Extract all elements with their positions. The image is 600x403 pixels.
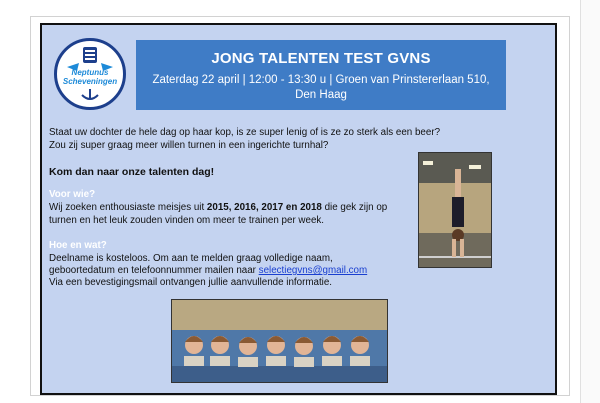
who-line-1 [49,202,387,215]
club-logo [54,38,126,110]
intro-line-2: Zou zij super graag meer willen turnen in een ingerichte turnhal? [49,140,329,151]
header-banner [136,40,506,110]
gymnast-photo [418,152,492,268]
email-link[interactable]: selectiegvns@gmail.com [258,265,368,276]
call-to-action: Kom dan naar onze talenten dag! [49,166,215,178]
logo-text-line2: Scheveningen [62,77,118,86]
how-line-1: Deelname is kosteloos. Om aan te melden graag volledige naam, [49,253,333,264]
how-line-2 [49,265,367,278]
event-details: Zaterdag 22 april | 12:00 - 13:30 u | Groen van Prinstererlaan 510, Den Haag [152,74,490,101]
group-photo [171,299,388,383]
who-text-before: Wij zoeken enthousiaste meisjes uit [49,202,207,213]
side-panel-edge [580,0,600,403]
birth-years: 2015, 2016, 2017 en 2018 [206,202,322,213]
who-text-after: die gek zijn op [321,202,388,213]
logo-text-line1: Neptunus [71,68,109,77]
who-line-2: turnen en het leuk zouden vinden om meer te trainen per week. [49,215,325,226]
how-text-before: geboortedatum en telefoonnummer mailen naar [49,265,259,276]
how-line-3: Via een bevestigingsmail ontvangen jullie aanvullende informatie. [49,277,333,288]
intro-line-1: Staat uw dochter de hele dag op haar kop, is ze super lenig of is ze zo sterk als een beer? [49,127,441,138]
page-title: JONG TALENTEN TEST GVNS [211,50,431,67]
who-heading: Voor wie? [49,189,96,200]
how-heading: Hoe en wat? [49,240,107,251]
